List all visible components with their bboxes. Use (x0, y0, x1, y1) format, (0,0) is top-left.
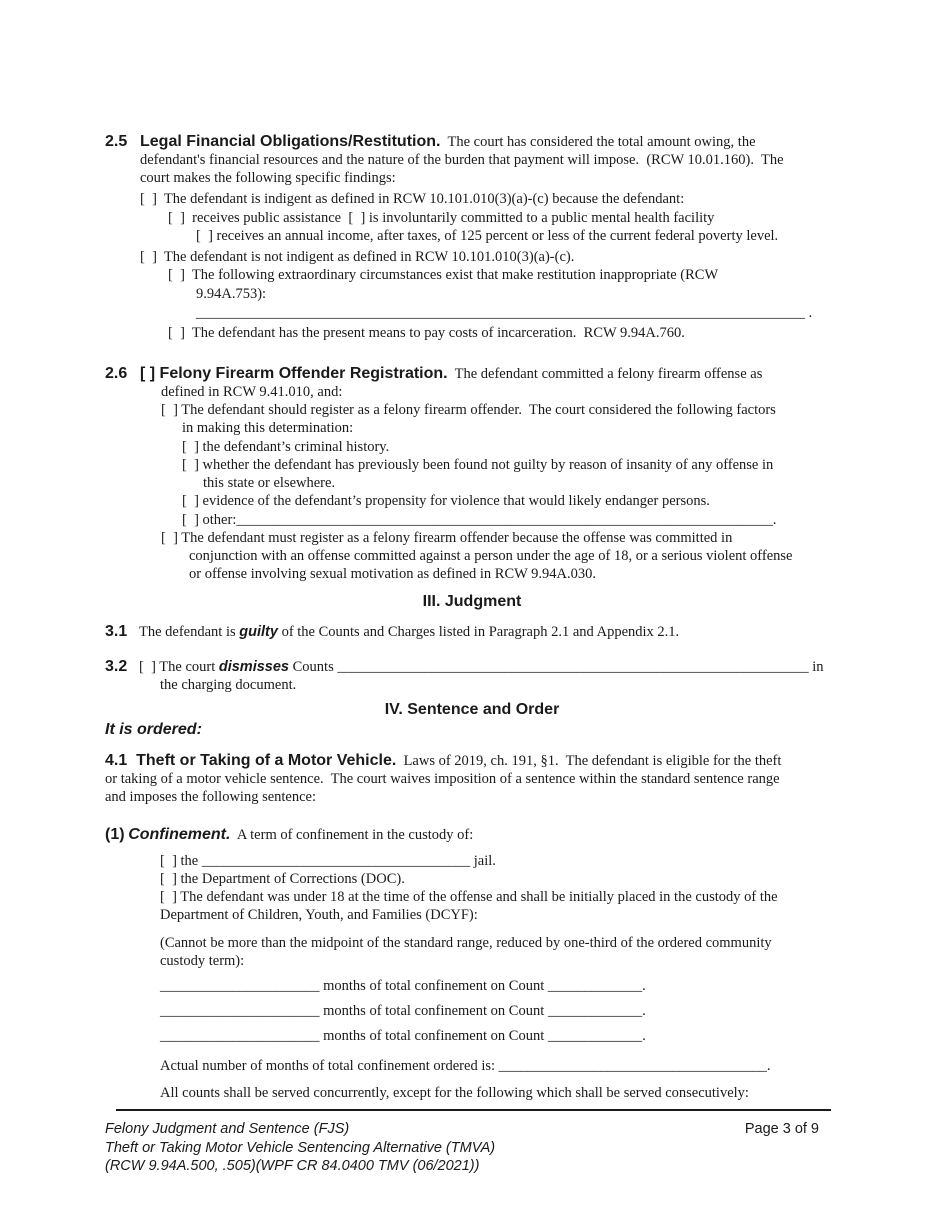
confinement-line (105, 825, 473, 845)
actual-months-line: Actual number of months of total confinement ordered is: _____________________________________. (160, 1058, 771, 1074)
section-3-2-number: 3.2 (105, 658, 128, 675)
section-2-5-title: Legal Financial Obligations/Restitution. (140, 133, 441, 150)
footer-form-code: (RCW 9.94A.500, .505)(WPF CR 84.0400 TMV (06/2021)) (105, 1158, 480, 1174)
section-4-1-text-2: or taking of a motor vehicle sentence. The court waives imposition of a sentence within the standard sentence range (105, 771, 780, 787)
midpoint-note-1: (Cannot be more than the midpoint of the standard range, reduced by one-third of the ordered community (160, 935, 772, 951)
judgment-heading: III. Judgment (422, 593, 522, 610)
section-3-1-text (139, 623, 679, 641)
public-assistance-checkbox-line: [ ] receives public assistance [ ] is involuntarily committed to a public mental health facility (168, 210, 715, 226)
dcyf-continued: Department of Children, Youth, and Families (DCYF): (160, 907, 478, 923)
indigent-checkbox-line: [ ] The defendant is indigent as defined in RCW 10.101.010(3)(a)-(c) because the defendant: (140, 191, 685, 207)
footer-divider (116, 1109, 831, 1111)
footer-title: Felony Judgment and Sentence (FJS) (105, 1121, 350, 1137)
section-2-5-text-3: court makes the following specific findings: (140, 170, 396, 186)
confinement-title: Confinement. (128, 826, 231, 843)
section-3-1-text-c: of the Counts and Charges listed in Paragraph 2.1 and Appendix 2.1. (277, 624, 680, 640)
dcyf-checkbox-line: [ ] The defendant was under 18 at the time of the offense and shall be initially placed in the custody of the (160, 889, 778, 905)
section-3-2-text-a: [ ] The court (139, 659, 219, 675)
section-4-1-first-line (105, 751, 781, 771)
midpoint-note-2: custody term): (160, 953, 245, 969)
extraordinary-circumstances-line: [ ] The following extraordinary circumstances exist that make restitution inappropriate (RCW (168, 267, 719, 283)
months-count-line-3: ______________________ months of total confinement on Count _____________. (160, 1028, 646, 1044)
section-3-2-continued: the charging document. (160, 677, 297, 693)
doc-checkbox-line: [ ] the Department of Corrections (DOC). (160, 871, 405, 887)
confinement-number: (1) (105, 826, 125, 843)
criminal-history-checkbox-line: [ ] the defendant’s criminal history. (182, 439, 390, 455)
section-4-1-text-3: and imposes the following sentence: (105, 789, 317, 805)
section-2-6-number: 2.6 (105, 365, 128, 382)
months-count-line-1: ______________________ months of total confinement on Count _____________. (160, 978, 646, 994)
months-count-line-2: ______________________ months of total confinement on Count _____________. (160, 1003, 646, 1019)
section-2-5-first-line (140, 132, 756, 152)
it-is-ordered: It is ordered: (105, 721, 202, 738)
should-register-checkbox-line: [ ] The defendant should register as a felony firearm offender. The court considered the following factors (161, 402, 776, 418)
section-3-2-text (139, 658, 824, 676)
dismisses-label: dismisses (218, 659, 289, 675)
confinement-text: A term of confinement in the custody of: (236, 827, 474, 843)
annual-income-checkbox-line: [ ] receives an annual income, after taxes, of 125 percent or less of the current federal poverty level. (196, 228, 779, 244)
insanity-continued: this state or elsewhere. (203, 475, 336, 491)
page-number: Page 3 of 9 (744, 1121, 819, 1137)
section-2-5-number: 2.5 (105, 133, 128, 150)
means-to-pay-checkbox-line: [ ] The defendant has the present means to pay costs of incarceration. RCW 9.94A.760. (168, 325, 685, 341)
footer-subtitle: Theft or Taking Motor Vehicle Sentencing Alternative (TMVA) (105, 1140, 496, 1156)
section-2-6-first-line (140, 364, 762, 384)
concurrent-line: All counts shall be served concurrently, except for the following which shall be served consecutively: (160, 1085, 749, 1101)
sentence-heading: IV. Sentence and Order (384, 701, 560, 718)
extraordinary-circumstances-rcw: 9.94A.753): (196, 286, 267, 302)
other-checkbox-line: [ ] other:__________________________________________________________________________. (182, 512, 777, 528)
must-register-continued-1: conjunction with an offense committed against a person under the age of 18, or a serious violent offense (189, 548, 793, 564)
section-3-2-text-c: Counts _________________________________________________________________ in (289, 659, 824, 675)
section-4-1-text-1: Laws of 2019, ch. 191, §1. The defendant is eligible for the theft (403, 753, 782, 769)
should-register-continued: in making this determination: (182, 420, 354, 436)
must-register-checkbox-line: [ ] The defendant must register as a felony firearm offender because the offense was committed in (161, 530, 733, 546)
section-2-6-text-1: The defendant committed a felony firearm offense as (454, 366, 763, 382)
propensity-checkbox-line: [ ] evidence of the defendant’s propensity for violence that would likely endanger persons. (182, 493, 710, 509)
section-3-1-text-a: The defendant is (139, 624, 240, 640)
must-register-continued-2: or offense involving sexual motivation as defined in RCW 9.94A.030. (189, 566, 597, 582)
guilty-label: guilty (239, 624, 278, 640)
section-2-5-text-2: defendant's financial resources and the nature of the burden that payment will impose. (RCW 10.01.160). The (140, 152, 784, 168)
insanity-checkbox-line: [ ] whether the defendant has previously been found not guilty by reason of insanity of any offense in (182, 457, 774, 473)
section-2-6-text-2: defined in RCW 9.41.010, and: (161, 384, 343, 400)
section-4-1-title: 4.1 Theft or Taking of a Motor Vehicle. (105, 752, 397, 769)
extraordinary-circumstances-blank: ____________________________________________________________________________________ . (196, 305, 813, 321)
not-indigent-checkbox-line: [ ] The defendant is not indigent as defined in RCW 10.101.010(3)(a)-(c). (140, 249, 575, 265)
jail-checkbox-line: [ ] the _____________________________________ jail. (160, 853, 496, 869)
section-3-1-number: 3.1 (105, 623, 128, 640)
section-2-5-text-1: The court has considered the total amount owing, the (447, 134, 756, 150)
section-2-6-title: [ ] Felony Firearm Offender Registration. (140, 365, 448, 382)
